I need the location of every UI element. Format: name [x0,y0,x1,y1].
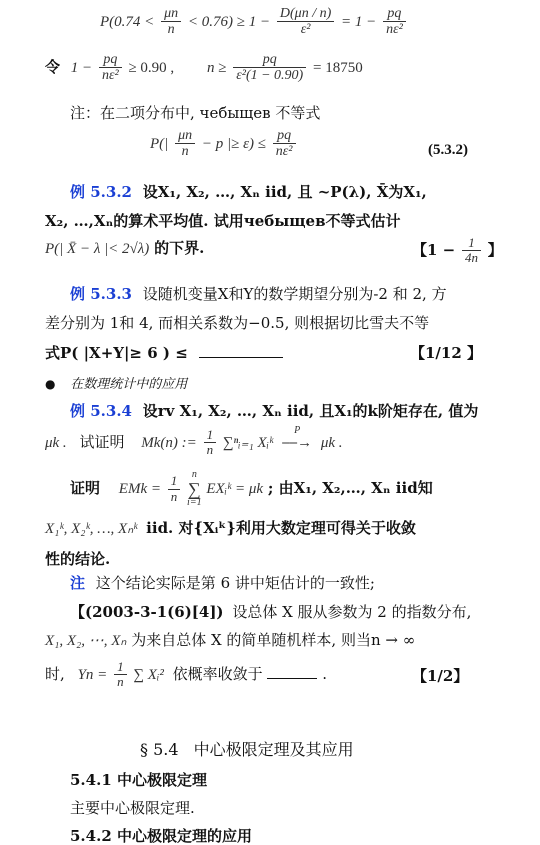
answer-blank [267,678,317,679]
example-5-3-3-line-3: 式P( |X+Y|≥ 6 ) ≤ [45,345,283,362]
example-5-3-4-line-2: μk . 试证明 Mk(n) := $\frac{1}{n}$ ∑ⁿᵢ₌₁ Xᵢᵏ P ⎯⎯→ μk . [45,424,343,458]
note-label: 注 [70,574,86,592]
formula-1-frac3: $\frac{pq}{\text{nε²}}$ [383,6,406,38]
exam-answer: 【1/2】 [412,667,469,685]
section-heading: § 5.4 中心极限定理及其应用 [140,740,354,759]
convergence-arrow: P ⎯⎯→ [282,424,313,451]
exam-line-3: 时, Yn = $\frac{1}{n}$ ∑ Xᵢ² 依概率收敛于 . [45,659,327,690]
note-1: 注：在二项分布中, чебыщев 不等式 [70,104,321,122]
example-label: 例 5.3.4 [70,402,132,420]
bullet-icon: ● [45,377,56,391]
proof-line-2: X₁ᵏ, X₂ᵏ, …, Xₙᵏ iid. 对{Xᵢᵏ}利用大数定理可得关于收敛 [45,519,416,537]
example-5-3-3-answer: 【1/12 】 [410,344,483,362]
formula-1-lhs: P(0.74 < [100,13,155,30]
formula-1-frac2: $\frac{D(\mu n / n)}{\text{ε²}}$ [277,6,334,38]
main-clt-line: 主要中心极限定理. [70,799,195,817]
note-2: 注 这个结论实际是第 6 讲中矩估计的一致性; [70,574,375,592]
example-5-3-2-answer: 【1 − $\frac{1}{4n}$ 】 [412,235,503,266]
formula-1-frac1: $\frac{\mu n}{n}$ [161,6,181,38]
example-5-3-3-line-2: 差分别为 1和 4, 而相关系数为−0.5, 则根据切比雪夫不等 [45,314,430,332]
bullet-stats-application: ● 在数理统计中的应用 [45,377,188,392]
sum-symbol: n ∑ i=1 [187,469,202,508]
let-line: 令 1 − $\frac{pq}{\text{nε²}}$ ≥ 0.90 , n ≥ $\frac{pq}{\text{ε²(1 − 0.90)}}$ = 18750 [45,52,363,84]
proof-line-1: 证明 EMk = $\frac{1}{n}$ n ∑ i=1 EXᵢᵏ = μk ; 由X₁, X₂,…, Xₙ iid知 [70,469,433,508]
proof-label: 证明 [70,479,101,497]
example-label: 例 5.3.2 [70,183,132,201]
example-label: 例 5.3.3 [70,285,132,303]
subsection-5-4-2: 5.4.2 中心极限定理的应用 [70,827,252,845]
example-5-3-2-line-2: X₂, …,Xₙ的算术平均值. 试用чебыщев不等式估计 [45,212,401,230]
example-5-3-3-line-1: 例 5.3.3 设随机变量X和Y的数学期望分别为-2 和 2, 方 [70,285,447,303]
example-5-3-2-line-3: P(| X̄ − λ |< 2√λ) 的下界. [45,239,205,257]
example-5-3-2-line-1: 例 5.3.2 设X₁, X₂, …, Xₙ iid, 且 ~P(λ), X̄为X₁, [70,183,427,201]
formula-5-3-2: P(| $\frac{\mu n}{n}$ − p |≥ ε) ≤ $\frac{pq}{\text{nε²}}$ [150,128,298,160]
proof-line-3: 性的结论. [45,550,111,568]
answer-blank [199,357,283,358]
subsection-5-4-1: 5.4.1 中心极限定理 [70,771,207,789]
formula-tag-5-3-2: (5.3.2) [428,142,468,158]
exam-line-2: X₁, X₂, ⋯, Xₙ 为来自总体 X 的简单随机样本, 则当n → ∞ [45,631,416,649]
example-5-3-4-line-1: 例 5.3.4 设rv X₁, X₂, …, Xₙ iid, 且X₁的k阶矩存在, 值为 [70,402,479,420]
formula-1: P(0.74 < $\frac{\mu n}{n}$ < 0.76) ≥ 1 − $\frac{D(\mu n / n)}{\text{ε²}}$ = 1 − $\frac{pq}{\text{nε²}}$ [100,6,408,38]
exam-line-1: 【(2003-3-1(6)[4]) 设总体 X 服从参数为 2 的指数分布, [70,603,472,621]
